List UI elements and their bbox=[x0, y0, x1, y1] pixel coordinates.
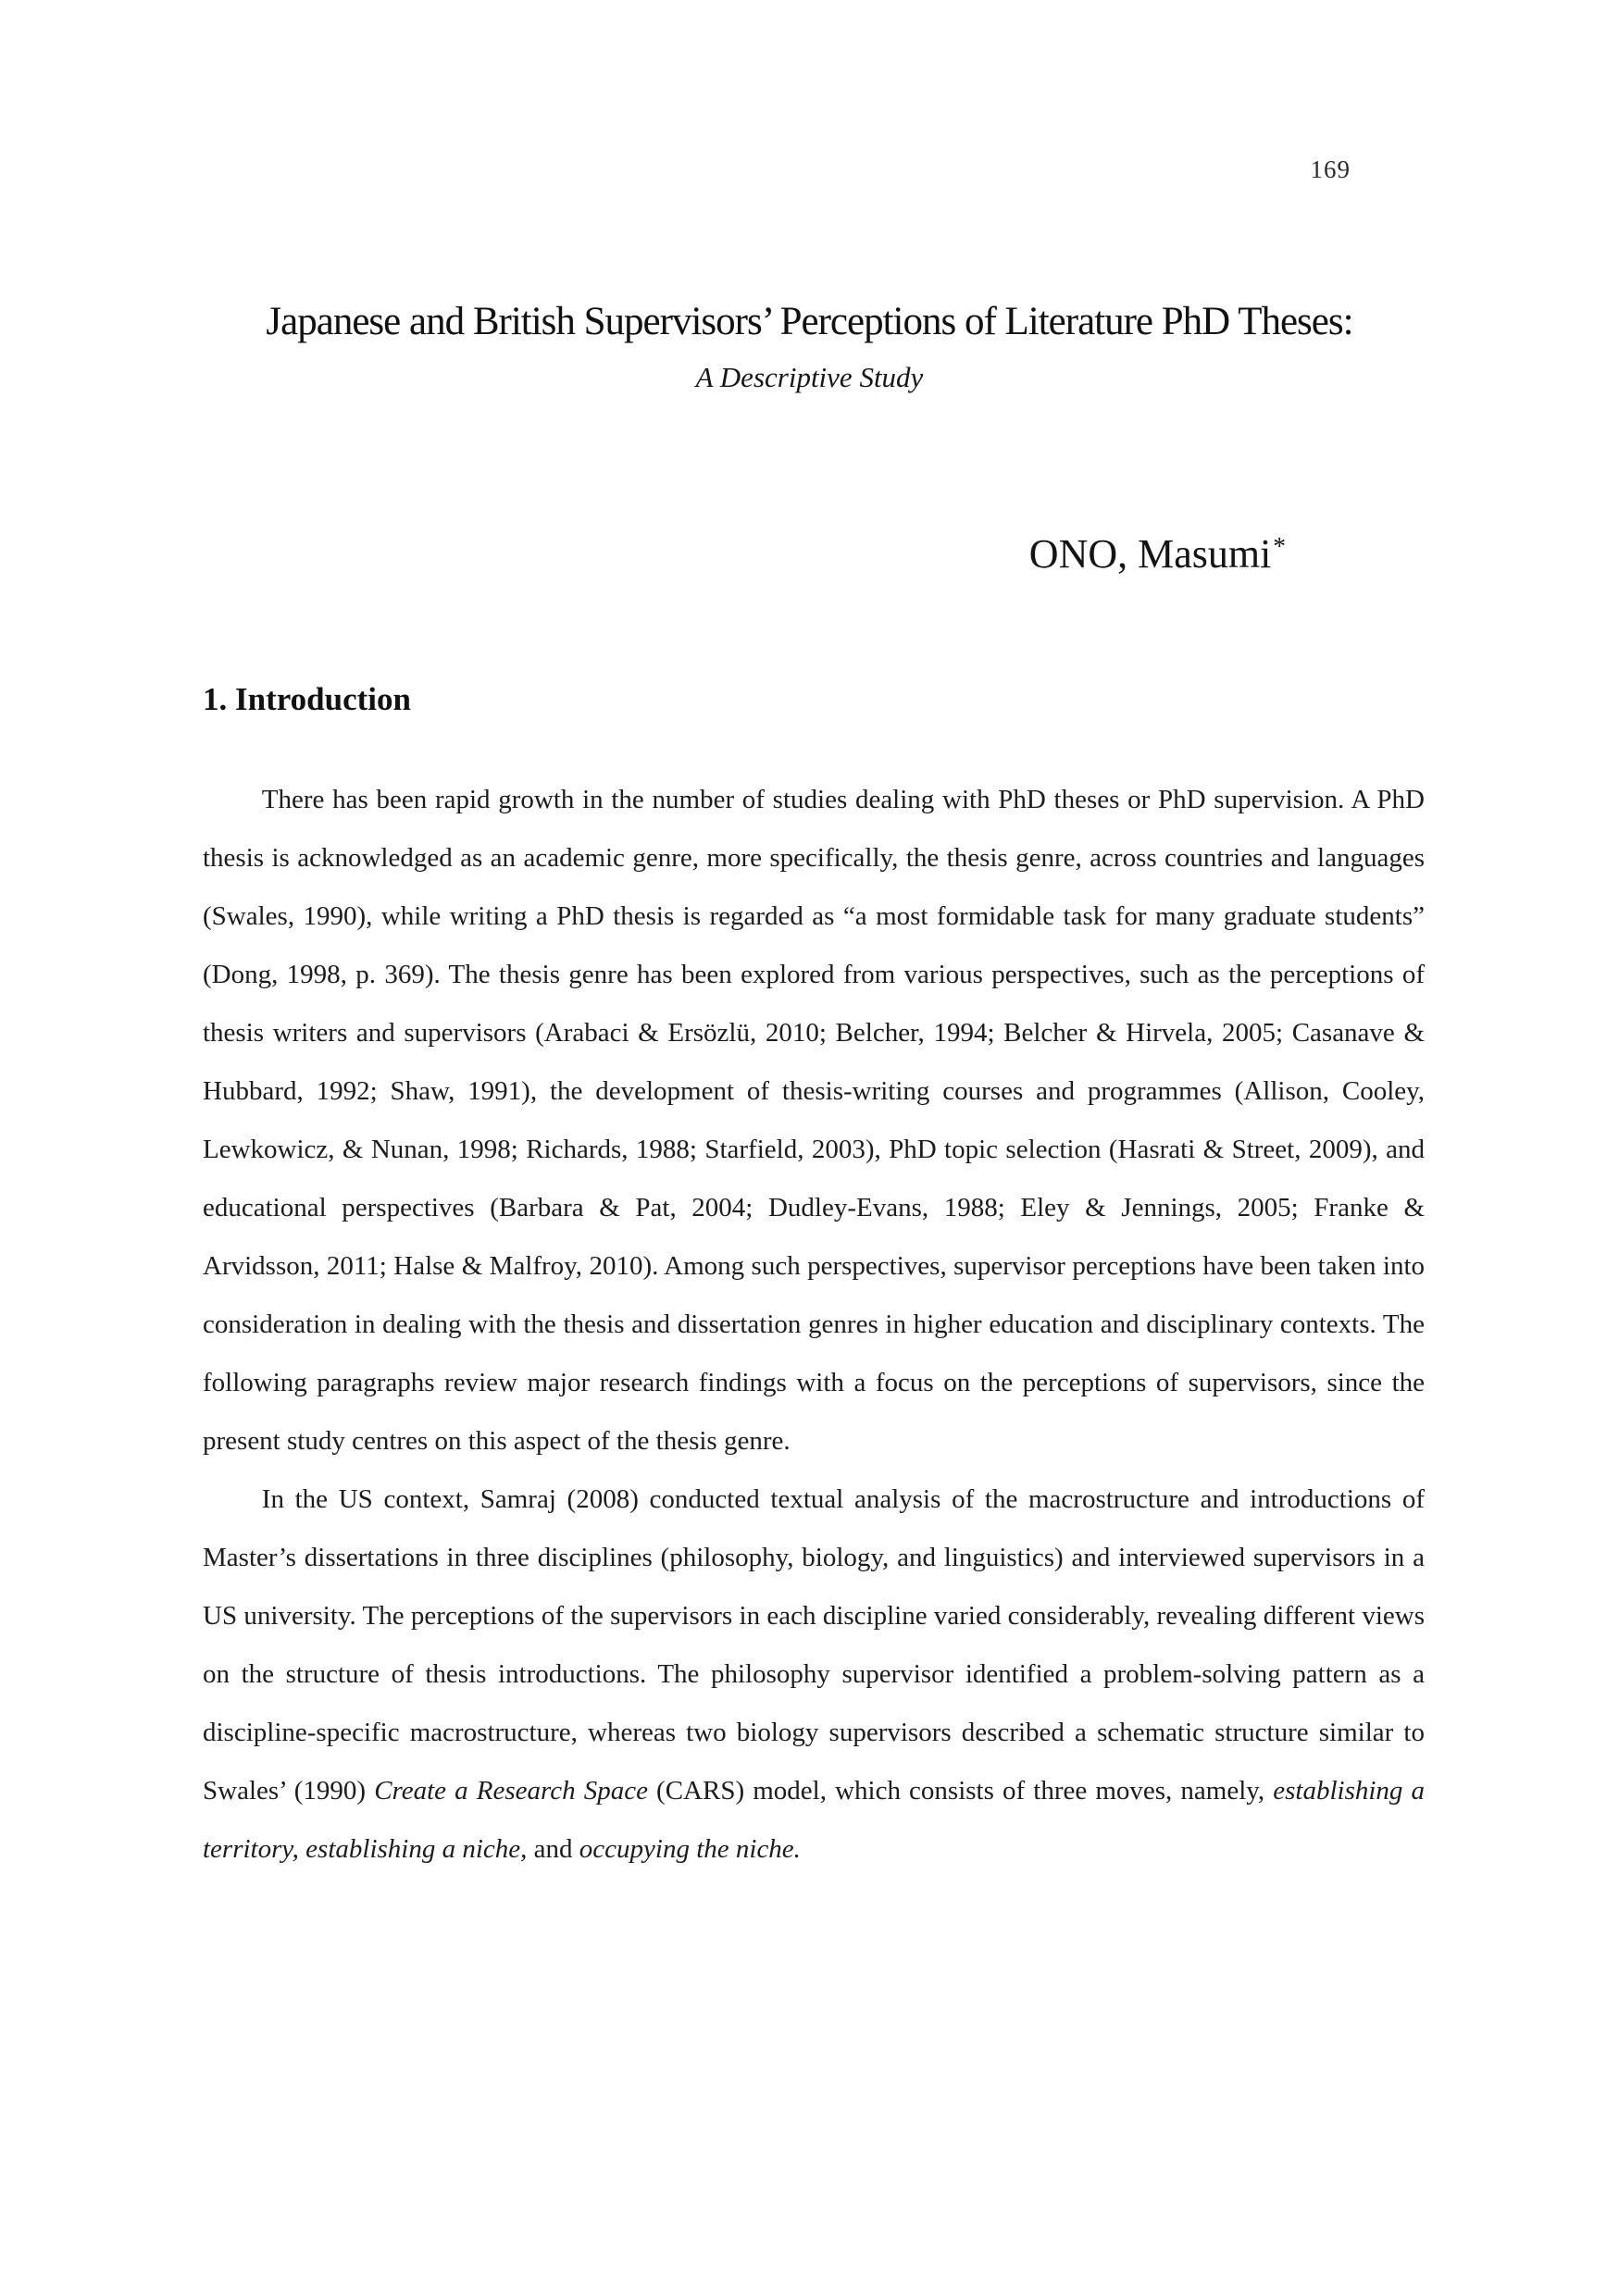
author-name: ONO, Masumi bbox=[1028, 531, 1272, 577]
paper-subtitle: A Descriptive Study bbox=[695, 361, 924, 393]
page-number: 169 bbox=[1310, 155, 1351, 183]
body-text bbox=[0, 771, 1619, 1879]
paragraph-2-italic-term: establishing a territory, establishing a niche, bbox=[203, 1776, 1426, 1864]
author-line bbox=[0, 520, 1619, 580]
intro-paragraph-2 bbox=[203, 1471, 1425, 1879]
section-heading-introduction: 1. Introduction bbox=[203, 681, 411, 717]
paragraph-2-italic-term: Create a Research Space bbox=[374, 1776, 648, 1806]
paragraph-2-segment: (CARS) model, which consists of three moves, namely, bbox=[647, 1776, 1274, 1806]
author-footnote-mark: * bbox=[1273, 532, 1286, 560]
paragraph-2-segment: and bbox=[527, 1834, 579, 1864]
paragraph-2-segment: In the US context, Samraj (2008) conducted textual analysis of the macrostructure and introductions of Master’s dissertations in three disciplines (philosophy, biology, and linguistics) and interviewed supervisors in a US university. The perceptions of the supervisors in each discipline varied considerably, revealing different views on the structure of thesis introductions. The philosophy supervisor identified a problem-solving pattern as a discipline-specific macrostructure, whereas two biology supervisors described a schematic structure similar to Swales’ (1990) bbox=[203, 1484, 1425, 1806]
paragraph-2-italic-term: occupying the niche. bbox=[579, 1834, 801, 1864]
paper-title: Japanese and British Supervisors’ Perceptions of Literature PhD Theses: bbox=[266, 300, 1353, 343]
intro-paragraph-1: There has been rapid growth in the number of studies dealing with PhD theses or PhD supervision. A PhD thesis is acknowledged as an academic genre, more specifically, the thesis genre, across countries and languages (Swales, 1990), while writing a PhD thesis is regarded as “a most formidable task for many graduate students” (Dong, 1998, p. 369). The thesis genre has been explored from various perspectives, such as the perceptions of thesis writers and supervisors (Arabaci & Ersözlü, 2010; Belcher, 1994; Belcher & Hirvela, 2005; Casanave & Hubbard, 1992; Shaw, 1991), the development of thesis-writing courses and programmes (Allison, Cooley, Lewkowicz, & Nunan, 1998; Richards, 1988; Starfield, 2003), PhD topic selection (Hasrati & Street, 2009), and educational perspectives (Barbara & Pat, 2004; Dudley-Evans, 1988; Eley & Jennings, 2005; Franke & Arvidsson, 2011; Halse & Malfroy, 2010). Among such perspectives, supervisor perceptions have been taken into consideration in dealing with the thesis and dissertation genres in higher education and disciplinary contexts. The following paragraphs review major research findings with a focus on the perceptions of supervisors, since the present study centres on this aspect of the thesis genre. bbox=[203, 785, 1425, 1456]
